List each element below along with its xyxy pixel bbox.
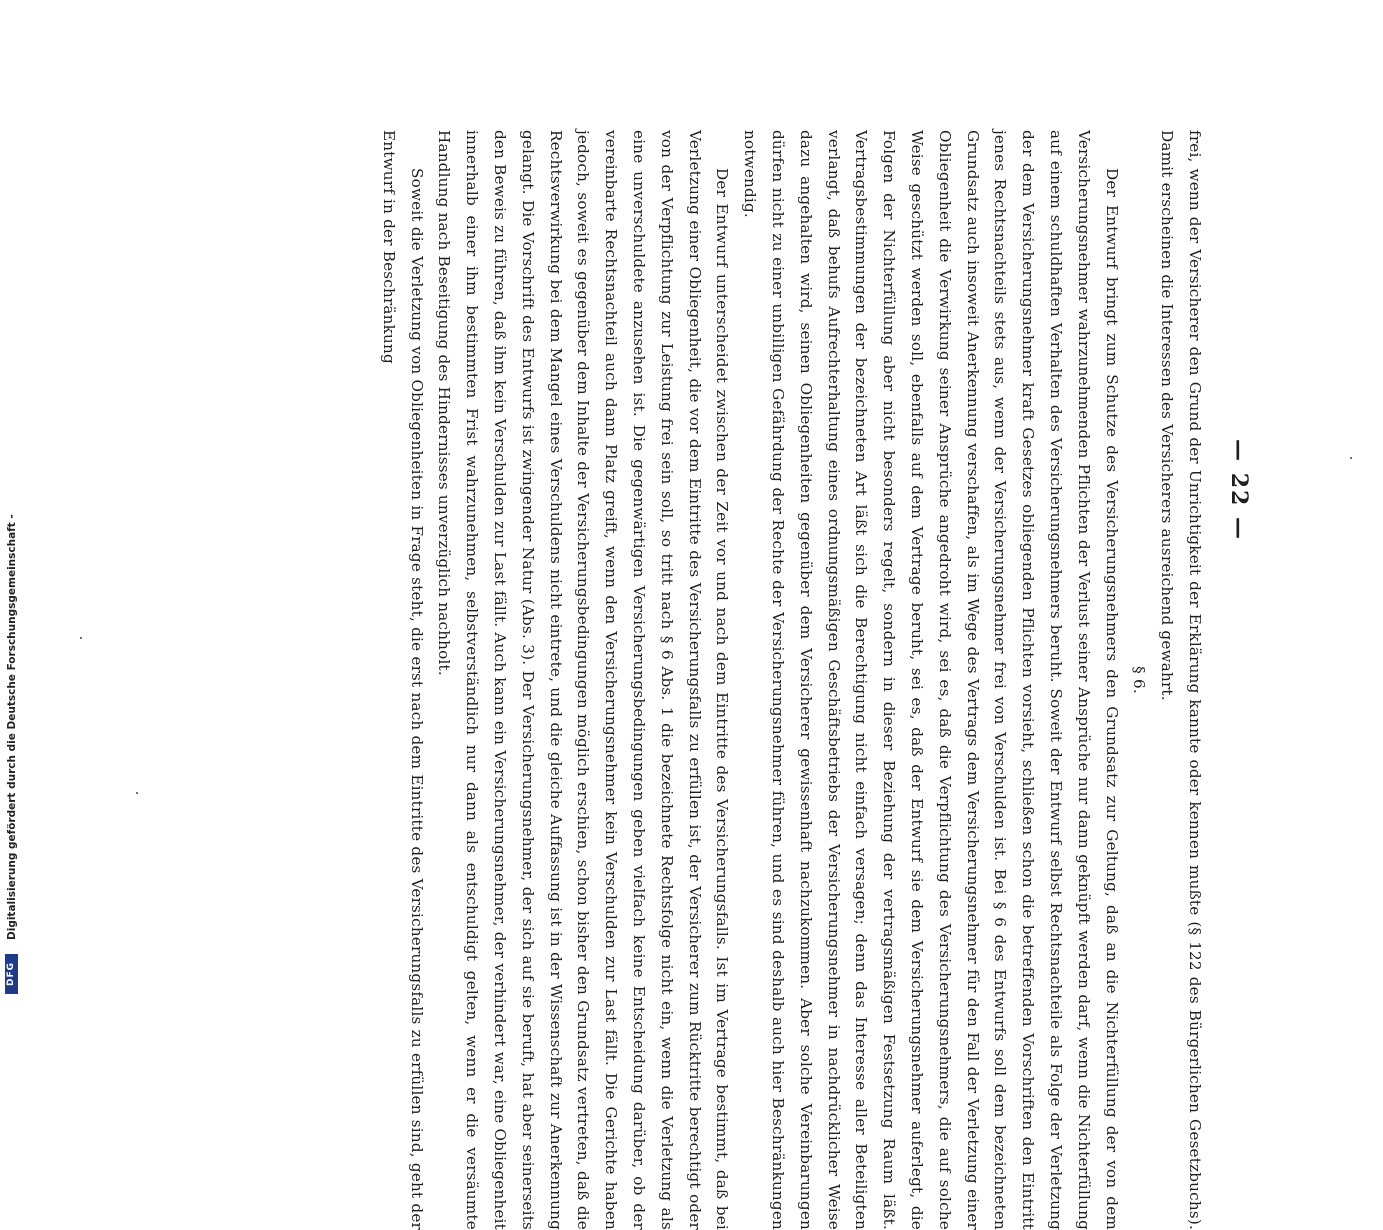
page-body — [374, 130, 1208, 1230]
page-number: — 22 — — [1226, 439, 1252, 541]
rotated-page-content — [146, 130, 1252, 1230]
scan-speck — [80, 637, 82, 639]
scan-speck — [136, 792, 138, 794]
paragraph-intro: frei, wenn der Versicherer den Grund der Unrichtigkeit der Erklärung kannte oder kennen mußte (§ 122 des Bürgerlichen Gesetzbuchs). Damit erscheinen die Interessen des Versicherers ausreichend gewahrt. — [1158, 130, 1204, 1230]
section-heading: § 6. — [1130, 666, 1149, 694]
credit-text: Digitalisierung gefördert durch die Deutsche Forschungsgemeinschaft - — [6, 514, 18, 940]
digitization-credit — [4, 0, 20, 1000]
paragraph-1: Der Entwurf bringt zum Schutze des Versicherungsnehmers den Grundsatz zur Geltung, daß an die Nichterfüllung der von dem Versicherungsnehmer wahrzunehmenden Pflichten der Verlust seiner Ansprüche nur dann geknüpft werden darf, wenn die Nichterfüllung auf einem schuldhaften Verhalten des Versicherungsnehmers beruht. Soweit der Entwurf selbst Rechtsnachteile als Folge der Verletzung der dem Versicherungsnehmer kraft Gesetzes obliegenden Pflichten vorsieht, schließen schon die betreffenden Vorschriften den Eintritt jenes Rechtsnachteils stets aus, wenn der Versicherungsnehmer frei von Verschulden ist. Bei § 6 des Entwurfs soll dem bezeichneten Grundsatz auch insoweit Anerkennung verschaffen, als im Wege des Vertrags dem Versicherungsnehmer für den Fall der Verletzung einer Obliegenheit die Verwirkung seiner Ansprüche angedroht wird, sei es, daß die Verpflichtung des Versicherungsnehmers, die auf solche Weise geschützt werden soll, ebenfalls auf dem Vertrage beruht, sei es, daß der Entwurf sie dem Versicherungsnehmer auferlegt, die Folgen der Nichterfüllung aber nicht besonders regelt, sondern in dieser Beziehung der vertragsmäßigen Festsetzung Raum läßt. Vertragsbestimmungen der bezeichneten Art läßt sich die Berechtigung nicht einfach versagen; denn das Interesse aller Beteiligten verlangt, daß behufs Aufrechterhaltung eines ordnungsmäßigen Geschäftsbetriebs der Versicherungsnehmer in nachdrücklicher Weise dazu angehalten wird, seinen Obliegenheiten gegenüber dem Versicherer gewissenhaft nachzukommen. Aber solche Vereinbarungen dürfen nicht zu einer unbilligen Gefährdung der Rechte der Versicherungsnehmer führen, und es sind deshalb auch hier Beschränkungen notwendig. — [741, 130, 1121, 1230]
dfg-logo: DFG — [5, 954, 18, 994]
scan-speck — [1350, 457, 1352, 459]
paragraph-3: Soweit die Verletzung von Obliegenheiten in Frage steht, die erst nach dem Eintritte des Versicherungsfalls zu erfüllen sind, geht der Entwurf in der Beschränkung — [379, 130, 426, 1230]
paragraph-2: Der Entwurf unterscheidet zwischen der Zeit vor und nach dem Eintritte des Versicherungsfalls. Ist im Vertrage bestimmt, daß bei Verletzung einer Obliegenheit, die vor dem Eintritte des Versicherungsfalls zu erfüllen ist, der Versicherer zum Rücktritte berechtigt oder von der Verpflichtung zur Leistung frei sein soll, so tritt nach § 6 Abs. 1 die bezeichnete Rechtsfolge nicht ein, wenn die Verletzung als eine unverschuldete anzusehen ist. Die gegenwärtigen Versicherungsbedingungen geben vielfach keine Entscheidung darüber, ob der vereinbarte Rechtsnachteil auch dann Platz greift, wenn den Versicherungsnehmer kein Verschulden zur Last fällt. Die Gerichte haben jedoch, soweit es gegenüber dem Inhalte der Versicherungsbedingungen möglich erschien, schon bisher den Grundsatz vertreten, daß die Rechtsverwirkung bei dem Mangel eines Verschuldens nicht eintrete, und die gleiche Auffassung ist in der Wissenschaft zur Anerkennung gelangt. Die Vorschrift des Entwurfs ist zwingender Natur (Abs. 3). Der Versicherungsnehmer, der sich auf sie beruft, hat aber seinerseits den Beweis zu führen, daß ihm kein Verschulden zur Last fällt. Auch kann ein Versicherungsnehmer, der verhindert war, eine Obliegenheit innerhalb einer ihm bestimmten Frist wahrzunehmen, selbstverständlich nur dann als entschuldigt gelten, wenn er die versäumte Handlung nach Beseitigung des Hindernisses unverzüglich nachholt. — [435, 130, 732, 1230]
